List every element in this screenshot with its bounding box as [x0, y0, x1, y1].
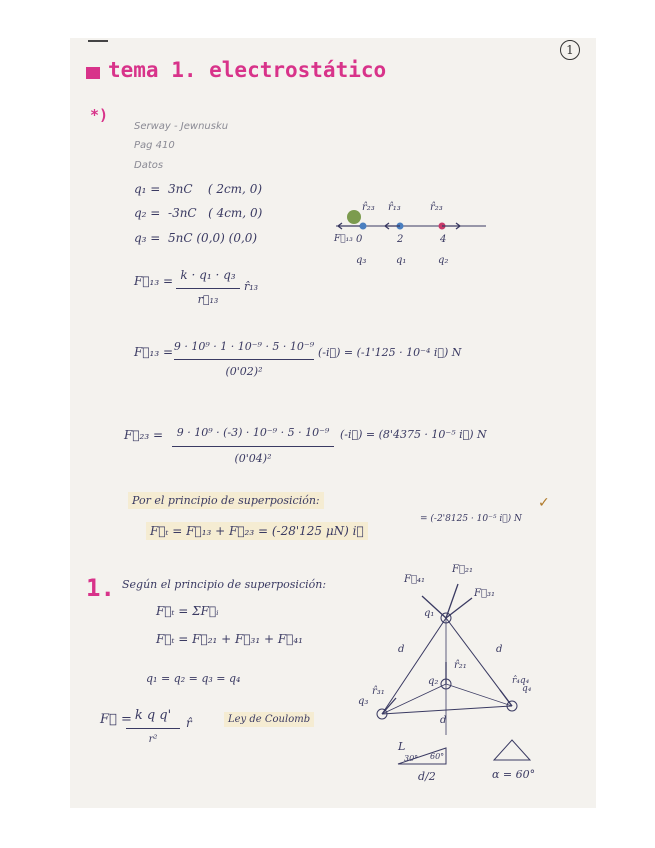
axis-label-f13: F⃗₁₃	[334, 234, 353, 244]
formula-numerator: k · q₁ · q₃	[180, 268, 236, 282]
side-label-right: d	[496, 644, 503, 655]
coulomb-numerator: k q q'	[134, 708, 172, 723]
alpha-label: α = 60°	[492, 768, 536, 781]
axis-tick-0: 0	[356, 234, 363, 245]
force-label-f31: F⃗₃₁	[474, 588, 495, 599]
coulomb-law-name: Ley de Coulomb	[224, 712, 314, 727]
axis-charge-q3: q₃	[356, 255, 367, 266]
side-label-left: d	[398, 644, 405, 655]
formula-unit-vector: r̂₁₃	[244, 280, 259, 293]
problem-number: 1.	[86, 574, 115, 602]
small-triangle-60: 60°	[430, 752, 445, 761]
axis-label-r13: r̂₁₃	[388, 202, 401, 213]
check-mark: ✓	[538, 495, 550, 511]
problem-statement: Según el principio de superposición:	[122, 578, 327, 591]
unit-vector-r31: r̂₃₁	[372, 686, 385, 697]
charge-label-q1: q₁	[424, 608, 435, 619]
total-force-alt: = (-2'8125 · 10⁻⁵ i⃗) N	[420, 514, 522, 524]
axis-label-r23-left: r̂₂₃	[362, 202, 375, 213]
page-number: 1	[560, 40, 580, 60]
data-line-1: q₁ = 3nC ( 2cm, 0)	[134, 182, 263, 196]
f23-numerator: 9 · 10⁹ · (-3) · 10⁻⁹ · 5 · 10⁻⁹	[176, 426, 330, 439]
page-note: Pag 410	[134, 140, 175, 151]
example-marker: *)	[90, 106, 109, 124]
datos-label: Datos	[134, 160, 164, 171]
f23-denominator: (0'04)²	[234, 452, 272, 465]
unit-vector-r21: r̂₂₁	[454, 660, 467, 671]
coulomb-denominator: r²	[148, 734, 158, 745]
f13-lhs: F⃗₁₃ =	[134, 345, 174, 359]
data-line-3: q₃ = 5nC (0,0) (0,0)	[134, 231, 258, 245]
axis-tick-4: 4	[440, 234, 447, 245]
principle-text: Por el principio de superposición:	[128, 492, 324, 509]
force-label-f21: F⃗₂₁	[452, 564, 473, 575]
formula-denominator: r⃗₁₃	[197, 293, 219, 306]
formula-lhs: F⃗₁₃ =	[134, 274, 174, 288]
axis-charge-q1: q₁	[396, 255, 407, 266]
total-force: F⃗ₜ = F⃗₁₃ + F⃗₂₃ = (-28'125 μN) i⃗	[146, 522, 368, 540]
unit-vector-r4: r̂₄q₄	[512, 676, 530, 686]
equation-terms: F⃗ₜ = F⃗₂₁ + F⃗₃₁ + F⃗₄₁	[156, 632, 303, 646]
f13-numerator: 9 · 10⁹ · 1 · 10⁻⁹ · 5 · 10⁻⁹	[173, 340, 315, 353]
data-line-2: q₂ = -3nC ( 4cm, 0)	[134, 206, 263, 220]
equation-sum: F⃗ₜ = ΣF⃗ᵢ	[156, 604, 219, 618]
f13-result: (-i⃗) = (-1'125 · 10⁻⁴ i⃗) N	[318, 346, 462, 359]
f13-denominator: (0'02)²	[225, 365, 263, 378]
side-label-bottom: d	[440, 715, 447, 726]
charge-label-q4: q₄	[522, 684, 532, 694]
coulomb-lhs: F⃗ =	[100, 712, 132, 727]
axis-label-r23-right: r̂₂₃	[430, 202, 443, 213]
small-triangle-half-d: d/2	[418, 770, 436, 783]
charge-label-q3: q₃	[358, 696, 369, 707]
charge-label-q2: q₂	[428, 676, 439, 687]
force-label-f41: F⃗₄₁	[404, 574, 425, 585]
axis-tick-2: 2	[397, 234, 404, 245]
coulomb-unit-vector: r̂	[186, 716, 192, 730]
f23-result: (-i⃗) = (8'4375 · 10⁻⁵ i⃗) N	[340, 428, 487, 441]
f23-lhs: F⃗₂₃ =	[124, 428, 164, 442]
small-triangle-30: 30°	[404, 754, 419, 763]
axis-charge-q2: q₂	[438, 255, 449, 266]
equal-charges: q₁ = q₂ = q₃ = q₄	[146, 672, 241, 685]
page-title: tema 1. electrostático	[108, 58, 387, 82]
source-note: Serway - Jewnusku	[134, 121, 229, 132]
small-triangle-L: L	[398, 740, 406, 753]
